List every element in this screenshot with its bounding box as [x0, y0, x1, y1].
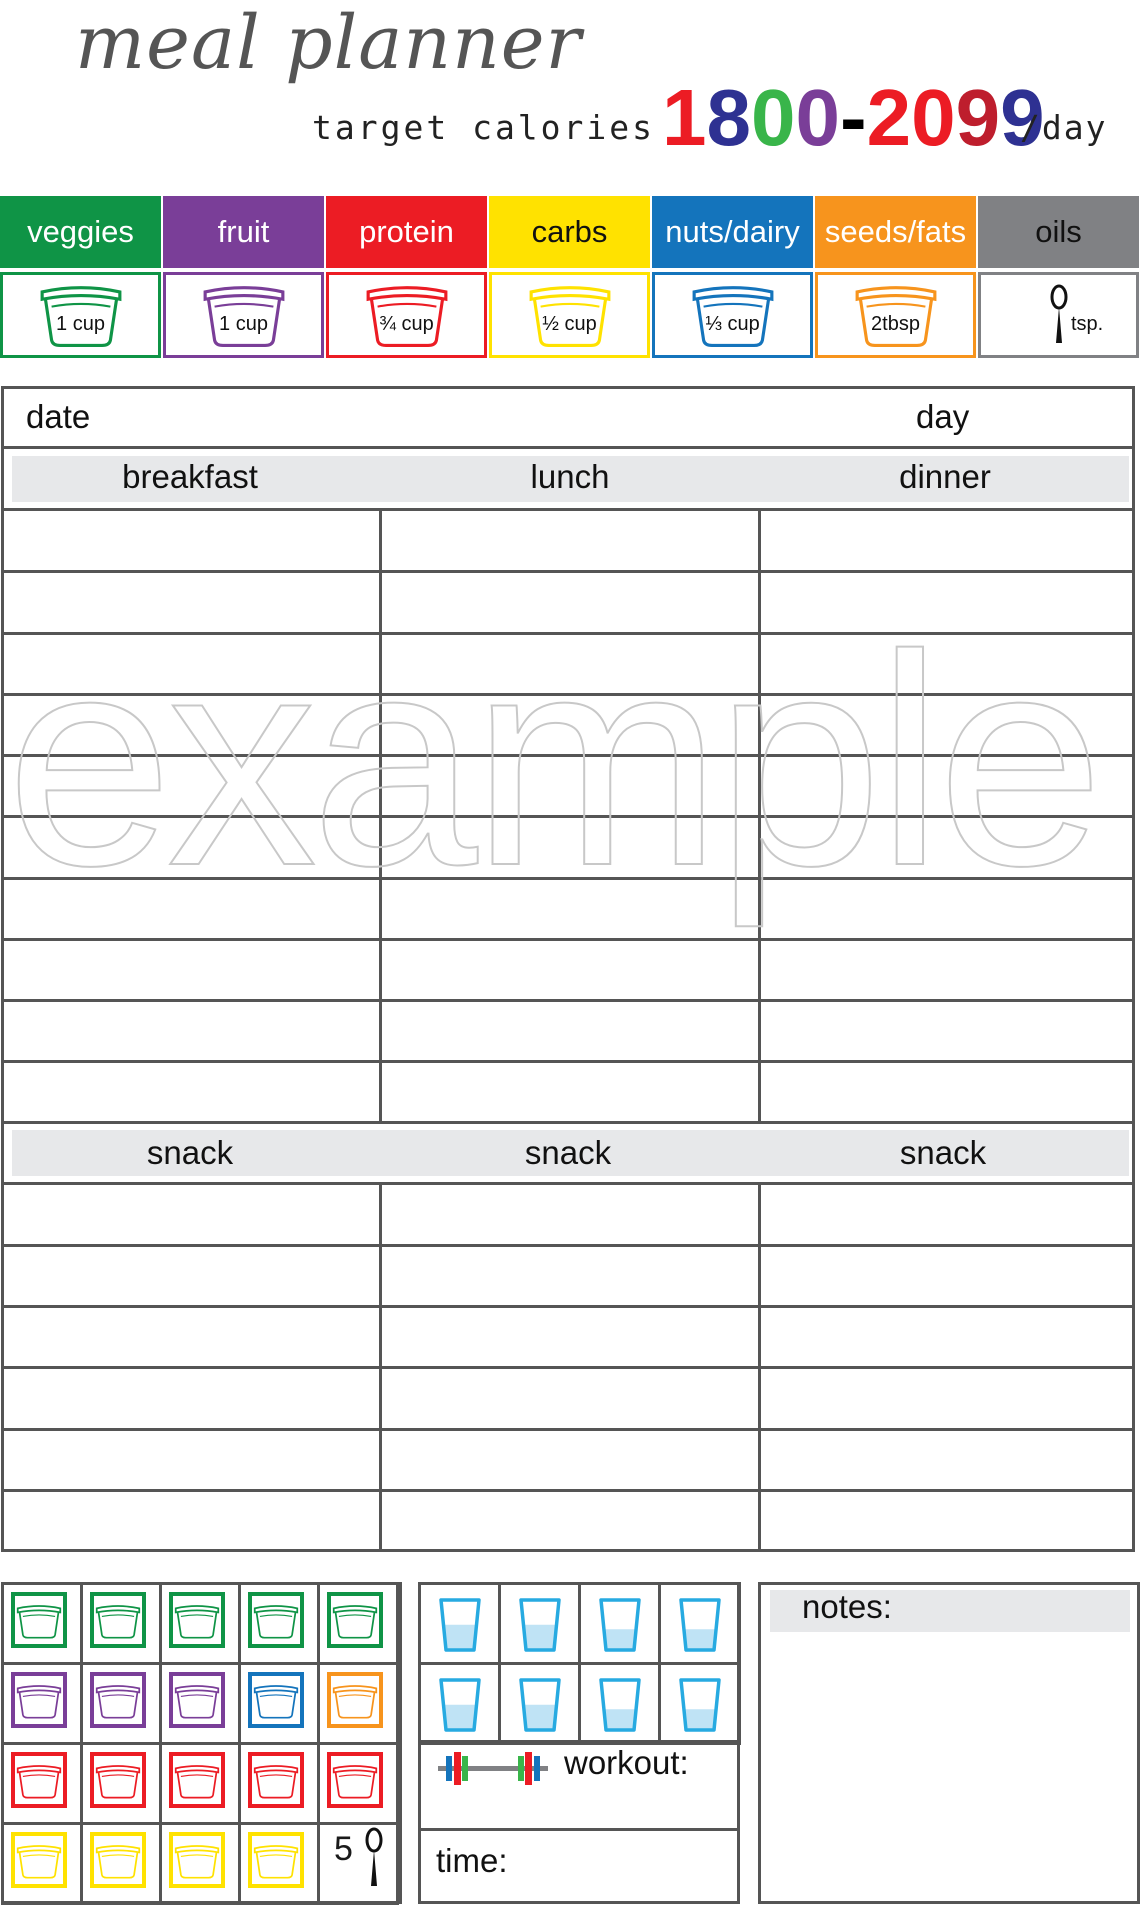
snack-header-3: snack [899, 1134, 987, 1171]
category-portion-size: 1 cup [56, 313, 105, 335]
container-checkbox[interactable] [317, 1582, 399, 1665]
container-checkbox[interactable] [317, 1662, 399, 1745]
grid-line [1, 508, 1135, 511]
container-checkbox[interactable] [80, 1582, 162, 1665]
water-glass-checkbox[interactable] [578, 1582, 661, 1665]
category-header: veggies [0, 196, 161, 268]
per-day-label: /day [1020, 108, 1108, 147]
category-portion-box [652, 272, 813, 358]
container-icon [16, 1761, 62, 1801]
category-header: fruit [163, 196, 324, 268]
calorie-digit: 0 [795, 73, 840, 162]
calorie-digit: 0 [751, 73, 796, 162]
category-seeds-fats [815, 196, 976, 357]
category-portion-size: 2tbsp [871, 313, 920, 335]
container-checkbox-border [11, 1592, 67, 1648]
water-glass-icon [517, 1596, 563, 1654]
calorie-digit: 9 [955, 73, 1001, 162]
category-header: protein [326, 196, 487, 268]
divider [418, 1828, 740, 1831]
snack-header-2: snack [524, 1134, 612, 1171]
teaspoon-count: 5 [334, 1830, 353, 1868]
container-icon [332, 1681, 378, 1721]
category-carbs [489, 196, 650, 357]
grid-line [1, 999, 1135, 1002]
grid-line [1, 1305, 1135, 1308]
water-glass-icon [437, 1676, 483, 1734]
container-icon [16, 1841, 62, 1881]
divider [418, 1740, 740, 1743]
calorie-digit: 8 [706, 73, 751, 162]
grid-line [758, 1182, 761, 1552]
category-header: seeds/fats [815, 196, 976, 268]
water-glass-checkbox[interactable] [578, 1662, 661, 1745]
teaspoon-cell [317, 1822, 399, 1905]
category-header: oils [978, 196, 1139, 268]
category-portion-box [0, 272, 161, 358]
container-checkbox[interactable] [317, 1742, 399, 1825]
container-checkbox[interactable] [238, 1742, 320, 1825]
container-checkbox[interactable] [1, 1822, 83, 1905]
target-calories-label: target calories [312, 108, 656, 147]
water-glass-icon [677, 1676, 723, 1734]
container-checkbox-border [327, 1752, 383, 1808]
grid-line [1, 1428, 1135, 1431]
category-portion-box [815, 272, 976, 358]
grid-line [1, 1244, 1135, 1247]
water-glass-checkbox[interactable] [418, 1582, 501, 1665]
container-icon [95, 1601, 141, 1641]
container-icon [95, 1841, 141, 1881]
watermark [0, 600, 1140, 940]
category-portion-size: tsp. [1071, 313, 1104, 335]
container-checkbox[interactable] [159, 1822, 241, 1905]
container-icon [174, 1681, 220, 1721]
container-icon [332, 1761, 378, 1801]
planner-grid [1, 386, 1135, 1552]
container-checkbox-border [327, 1672, 383, 1728]
container-icon [174, 1601, 220, 1641]
container-checkbox-border [169, 1752, 225, 1808]
container-checkbox[interactable] [1, 1582, 83, 1665]
container-checkbox[interactable] [159, 1662, 241, 1745]
container-checkbox[interactable] [80, 1742, 162, 1825]
category-portion-size: ¾ cup [379, 313, 434, 335]
category-portion-size: ½ cup [542, 313, 597, 335]
container-icon [174, 1761, 220, 1801]
container-checkbox-border [169, 1592, 225, 1648]
container-checkbox-border [169, 1672, 225, 1728]
container-checkbox-border [90, 1752, 146, 1808]
container-icon [16, 1601, 62, 1641]
container-icon [253, 1841, 299, 1881]
container-icon [16, 1681, 62, 1721]
container-checkbox[interactable] [159, 1742, 241, 1825]
teaspoon-icon [362, 1826, 386, 1890]
water-glass-icon [597, 1676, 643, 1734]
water-glass-checkbox[interactable] [498, 1662, 581, 1745]
snack-header-1: snack [146, 1134, 234, 1171]
water-glass-checkbox[interactable] [658, 1582, 741, 1665]
calorie-high [867, 73, 1045, 162]
grid-line [1, 1060, 1135, 1063]
container-checkbox-border [248, 1752, 304, 1808]
category-portion-size: ⅓ cup [705, 313, 760, 335]
calorie-low [662, 73, 840, 162]
container-icon [95, 1761, 141, 1801]
category-portion-box [489, 272, 650, 358]
category-header: nuts/dairy [652, 196, 813, 268]
watermark-text: example [6, 600, 1098, 928]
container-checkbox-border [248, 1672, 304, 1728]
container-checkbox-border [90, 1832, 146, 1888]
water-glass-icon [597, 1596, 643, 1654]
container-checkbox[interactable] [1, 1742, 83, 1825]
notes-label: notes: [802, 1588, 892, 1625]
teaspoon-icon [1047, 283, 1071, 347]
container-checkbox-border [11, 1672, 67, 1728]
category-portion-size: 1 cup [219, 313, 268, 335]
container-checkbox-border [248, 1592, 304, 1648]
grid-line [1, 570, 1135, 573]
calorie-separator: - [840, 73, 867, 162]
category-nuts-dairy [652, 196, 813, 357]
water-glass-checkbox[interactable] [498, 1582, 581, 1665]
divider [1, 446, 1135, 449]
container-checkbox[interactable] [238, 1822, 320, 1905]
container-checkbox-border [11, 1832, 67, 1888]
container-checkbox[interactable] [238, 1662, 320, 1745]
grid-line [1, 1489, 1135, 1492]
grid-line [1, 1182, 1135, 1185]
water-glass-icon [677, 1596, 723, 1654]
calorie-digit: 2 [866, 73, 912, 162]
container-checkbox[interactable] [80, 1822, 162, 1905]
date-label: date [26, 398, 91, 435]
day-label: day [916, 398, 970, 435]
container-checkbox-border [248, 1832, 304, 1888]
container-checkbox-border [90, 1672, 146, 1728]
calorie-digit: 1 [662, 73, 707, 162]
container-icon [253, 1601, 299, 1641]
container-icon [332, 1601, 378, 1641]
category-portion-box [163, 272, 324, 358]
container-checkbox[interactable] [159, 1582, 241, 1665]
container-icon [174, 1841, 220, 1881]
category-header: carbs [489, 196, 650, 268]
container-checkbox[interactable] [1, 1662, 83, 1745]
calorie-digit: 0 [911, 73, 956, 162]
container-icon [95, 1681, 141, 1721]
category-fruit [163, 196, 324, 357]
water-glass-checkbox[interactable] [658, 1662, 741, 1745]
category-portion-box [978, 272, 1139, 358]
calorie-digit: 9 [1000, 73, 1045, 162]
container-checkbox-border [11, 1752, 67, 1808]
water-glass-checkbox[interactable] [418, 1662, 501, 1745]
category-oils [978, 196, 1139, 357]
meal-header-lunch: lunch [530, 458, 610, 495]
page-title: meal planner [75, 0, 582, 86]
meal-header-breakfast: breakfast [122, 458, 258, 495]
container-checkbox-border [169, 1832, 225, 1888]
meal-header-dinner: dinner [899, 458, 991, 495]
container-icon [253, 1681, 299, 1721]
workout-label: workout: [564, 1744, 689, 1781]
container-checkbox[interactable] [238, 1582, 320, 1665]
container-checkbox[interactable] [80, 1662, 162, 1745]
category-protein [326, 196, 487, 357]
water-glass-icon [517, 1676, 563, 1734]
container-checkbox-border [90, 1592, 146, 1648]
time-label: time: [436, 1842, 508, 1879]
category-portion-box [326, 272, 487, 358]
container-icon [253, 1761, 299, 1801]
container-checkbox-border [327, 1592, 383, 1648]
water-glass-icon [437, 1596, 483, 1654]
dumbbell-icon [438, 1748, 548, 1788]
calorie-range [662, 72, 1045, 164]
grid-line [1, 1366, 1135, 1369]
category-veggies [0, 196, 161, 357]
grid-line [1, 1121, 1135, 1124]
grid-line [379, 1182, 382, 1552]
